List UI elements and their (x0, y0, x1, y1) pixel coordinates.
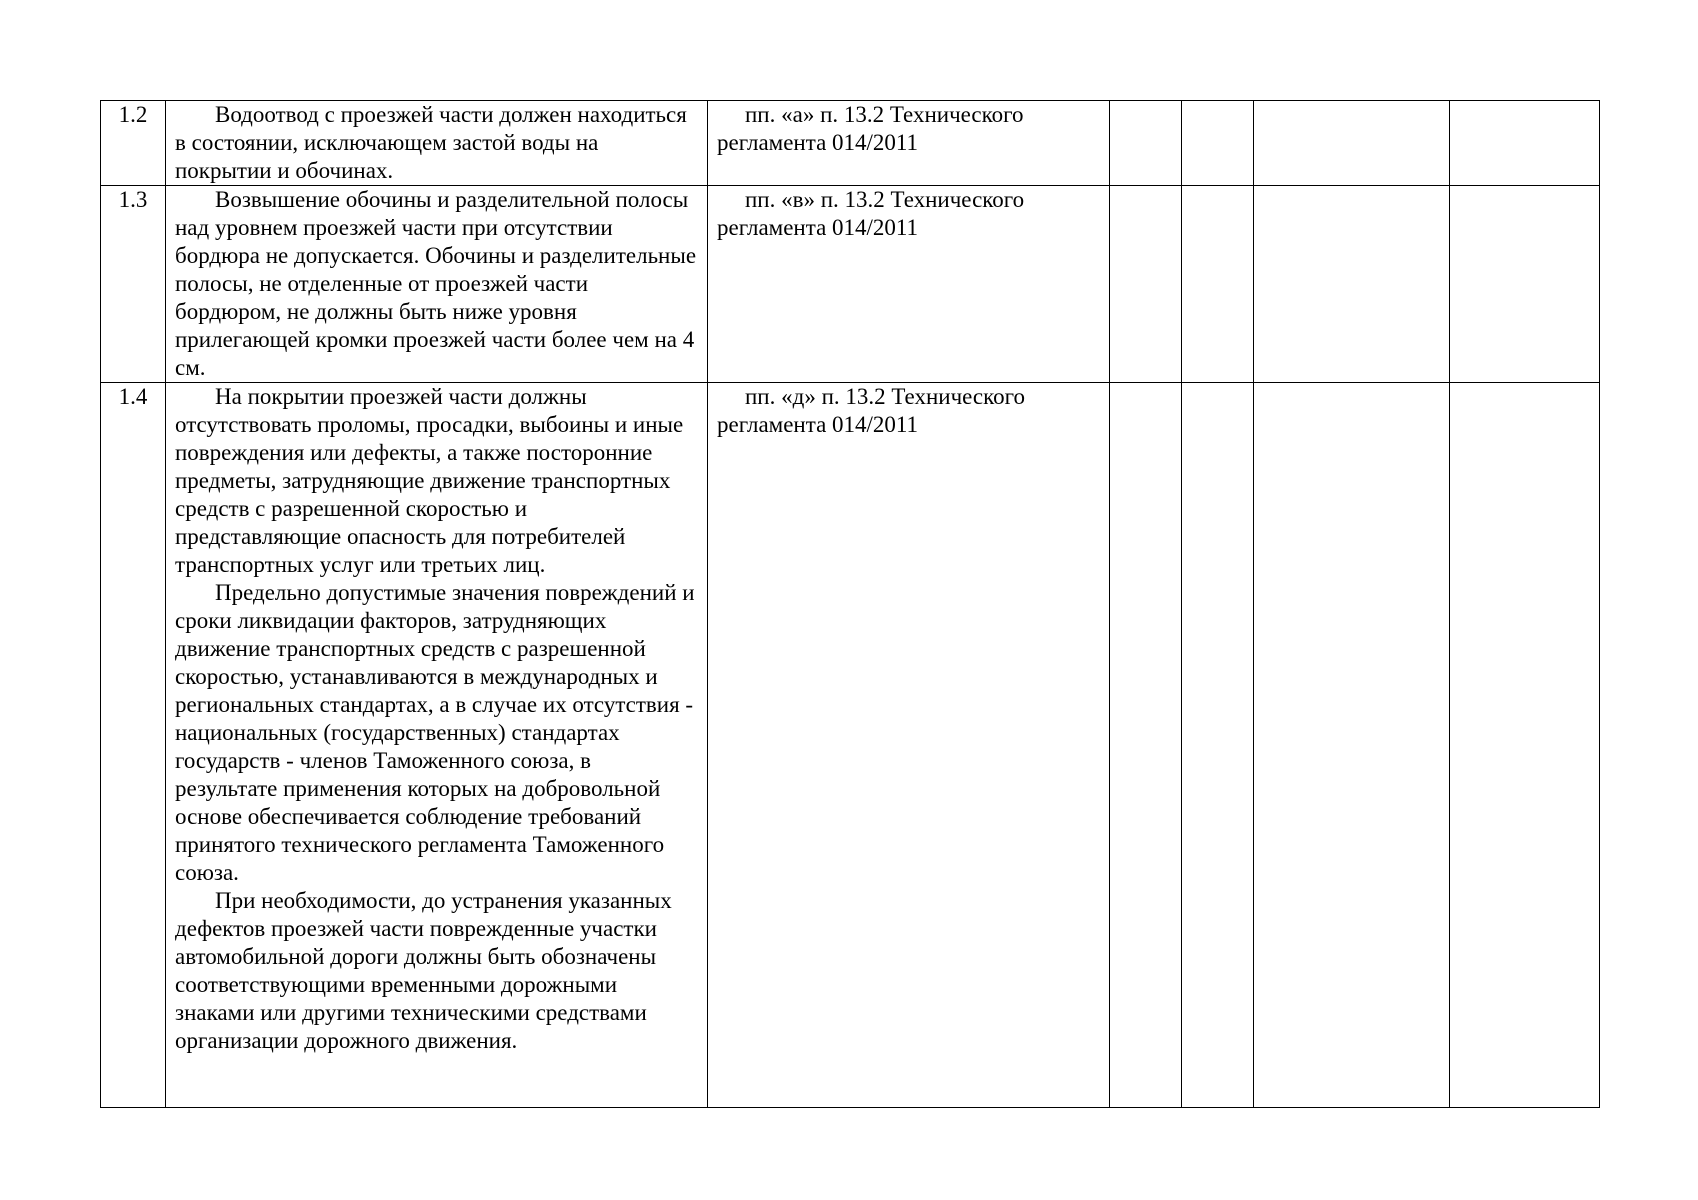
checklist-table (100, 100, 1600, 1108)
empty-cell (1450, 383, 1600, 1108)
reference-cell (708, 383, 1110, 1108)
reference-text: пп. «в» п. 13.2 Технического регламента 014/2011 (717, 187, 1025, 240)
empty-cell (1450, 101, 1600, 186)
requirement-paragraph: При необходимости, до устранения указанных дефектов проезжей части поврежденные участки автомобильной дороги должны быть обозначены соответствующими временными дорожными знаками или другими техническими средствами организации дорожного движения. (175, 888, 672, 1053)
empty-cell (1182, 383, 1254, 1108)
reference-cell (708, 101, 1110, 186)
requirement-paragraph: Возвышение обочины и разделительной полосы над уровнем проезжей части при отсутствии бордюра не допускается. Обочины и разделительные полосы, не отделенные от проезжей части бордюром, не должны быть ниже уровня прилегающей кромки проезжей части более чем на 4 см. (175, 187, 697, 380)
empty-cell (1110, 101, 1182, 186)
table-row (101, 101, 1600, 186)
empty-cell (1254, 383, 1450, 1108)
empty-cell (1182, 101, 1254, 186)
empty-cell (1110, 186, 1182, 383)
item-number: 1.3 (101, 186, 166, 383)
empty-cell (1110, 383, 1182, 1108)
requirement-paragraph: На покрытии проезжей части должны отсутствовать проломы, просадки, выбоины и иные повреждения или дефекты, а также посторонние предметы, затрудняющие движение транспортных средств с разрешенной скоростью и представляющие опасность для потребителей транспортных услуг или третьих лиц. (175, 384, 684, 577)
item-number: 1.4 (101, 383, 166, 1108)
empty-cell (1254, 101, 1450, 186)
table-row (101, 186, 1600, 383)
empty-cell (1182, 186, 1254, 383)
reference-text: пп. «д» п. 13.2 Технического регламента 014/2011 (717, 384, 1025, 437)
requirement-paragraph: Водоотвод с проезжей части должен находиться в состоянии, исключающем застой воды на покрытии и обочинах. (175, 102, 687, 183)
empty-cell (1450, 186, 1600, 383)
empty-cell (1254, 186, 1450, 383)
requirement-cell (166, 383, 708, 1108)
item-number: 1.2 (101, 101, 166, 186)
requirement-cell (166, 186, 708, 383)
reference-text: пп. «а» п. 13.2 Технического регламента 014/2011 (717, 102, 1024, 155)
requirement-paragraph: Предельно допустимые значения повреждений и сроки ликвидации факторов, затрудняющих движение транспортных средств с разрешенной скоростью, устанавливаются в международных и региональных стандартах, а в случае их отсутствия - национальных (государственных) стандартах государств - членов Таможенного союза, в результате применения которых на добровольной основе обеспечивается соблюдение требований принятого технического регламента Таможенного союза. (175, 580, 695, 885)
table-row (101, 383, 1600, 1108)
requirement-cell (166, 101, 708, 186)
reference-cell (708, 186, 1110, 383)
